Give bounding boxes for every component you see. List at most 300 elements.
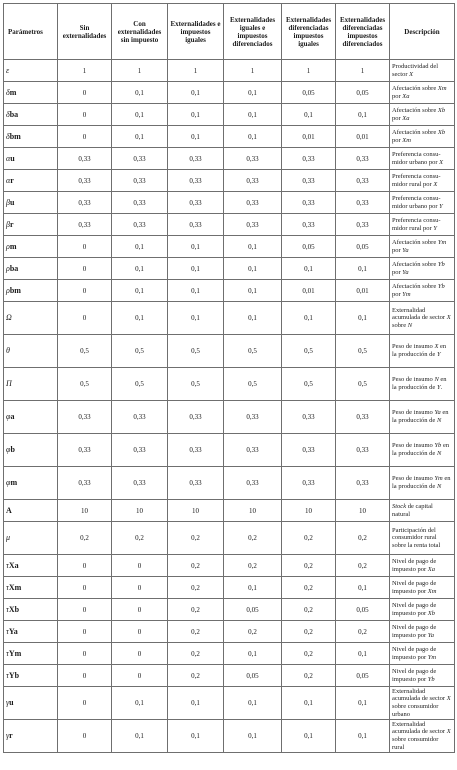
parameter-symbol [4, 555, 58, 577]
parameter-symbol [4, 467, 58, 500]
description-cell [390, 192, 455, 214]
value-cell: 0,1 [168, 258, 224, 280]
value-cell: 0,1 [168, 104, 224, 126]
value-cell: 0,33 [58, 401, 112, 434]
description-segment: N [434, 376, 439, 384]
description-cell [390, 82, 455, 104]
description-segment: Y [436, 384, 441, 391]
value-cell: 10 [282, 500, 336, 522]
value-cell: 0,33 [282, 214, 336, 236]
value-cell: 0,01 [282, 280, 336, 302]
description-segment: X [446, 314, 451, 322]
symbol-subscript: Xb [8, 604, 20, 614]
parameter-symbol [4, 599, 58, 621]
value-cell: 0 [58, 236, 112, 258]
parameter-symbol [4, 434, 58, 467]
header-externalidades-impuestos-iguales: Externalidades e impuestos iguales [168, 4, 224, 60]
description-segment: Ym [427, 653, 437, 661]
value-cell: 0,33 [168, 401, 224, 434]
description-segment: Ym [437, 238, 447, 246]
value-cell: 0,5 [58, 335, 112, 368]
symbol-greek: α [6, 175, 11, 185]
description-cell [390, 555, 455, 577]
value-cell: 0 [58, 82, 112, 104]
value-cell: 0,33 [282, 401, 336, 434]
value-cell: 0,33 [168, 192, 224, 214]
value-cell: 0,1 [168, 126, 224, 148]
value-cell: 0,1 [282, 687, 336, 720]
value-cell: 0,33 [168, 434, 224, 467]
value-cell: 0,05 [282, 236, 336, 258]
header-con-externalidades-sin-impuesto: Con externalidades sin impuesto [112, 4, 168, 60]
table-row [4, 577, 455, 599]
value-cell: 0,05 [224, 665, 282, 687]
value-cell: 0,33 [112, 467, 168, 500]
table-header-row [4, 4, 455, 60]
value-cell: 0,1 [224, 258, 282, 280]
description-segment: Nivel de pago de impuesto por [392, 557, 437, 573]
parameter-symbol [4, 214, 58, 236]
description-cell [390, 104, 455, 126]
value-cell: 0,1 [336, 643, 390, 665]
value-cell: 0,33 [58, 148, 112, 170]
value-cell: 0,1 [224, 687, 282, 720]
description-cell [390, 236, 455, 258]
parameter-symbol [4, 82, 58, 104]
value-cell: 0 [112, 599, 168, 621]
description-segment: Peso de insumo [392, 376, 435, 384]
description-segment: . [440, 384, 443, 391]
description-segment: Externalidad acumulada de sector [392, 687, 447, 703]
value-cell: 0,2 [168, 643, 224, 665]
description-segment: de capital natural [392, 502, 433, 518]
description-segment: Xm [437, 84, 447, 92]
description-cell [390, 643, 455, 665]
value-cell: 0,1 [282, 720, 336, 753]
value-cell: 0,33 [112, 214, 168, 236]
value-cell: 0,33 [336, 192, 390, 214]
description-segment: Afectación sobre [392, 84, 438, 92]
symbol-greek: τ [6, 626, 9, 636]
header-ext-diferenciadas-imp-iguales: Externalidades diferenciadas impuestos iguales [282, 4, 336, 60]
description-segment: Nivel de pago de impuesto por [392, 623, 437, 639]
symbol-greek: μ [6, 533, 11, 542]
value-cell: 0,1 [224, 643, 282, 665]
value-cell: 1 [112, 60, 168, 82]
symbol-greek: Ω [6, 313, 12, 322]
description-segment: Ya [427, 631, 435, 639]
description-cell [390, 467, 455, 500]
description-segment: Ym [434, 475, 443, 483]
value-cell: 0,1 [224, 280, 282, 302]
value-cell: 0,33 [112, 401, 168, 434]
value-cell: 0,33 [112, 192, 168, 214]
description-segment: por [392, 136, 403, 144]
symbol-subscript: Ym [8, 648, 22, 658]
value-cell: 0,05 [336, 665, 390, 687]
symbol-greek: β [6, 197, 10, 207]
description-segment: X [409, 70, 414, 78]
value-cell: 0,1 [336, 577, 390, 599]
table-row [4, 82, 455, 104]
symbol-subscript: u [9, 197, 15, 207]
value-cell: 0,2 [168, 577, 224, 599]
value-cell: 0 [112, 665, 168, 687]
parameter-symbol [4, 522, 58, 555]
description-segment: N [407, 321, 413, 329]
table-row [4, 236, 455, 258]
description-segment: Peso de insumo [392, 442, 435, 450]
value-cell: 0,1 [224, 126, 282, 148]
symbol-subscript: u [9, 698, 14, 707]
parameter-symbol [4, 148, 58, 170]
symbol-subscript: bm [9, 285, 21, 295]
value-cell: 0,1 [168, 687, 224, 720]
value-cell: 1 [224, 60, 282, 82]
value-cell: 0 [112, 643, 168, 665]
value-cell: 0 [58, 258, 112, 280]
value-cell: 0,1 [112, 302, 168, 335]
symbol-greek: δ [6, 87, 10, 97]
description-segment: Xm [427, 587, 437, 595]
value-cell: 0 [58, 126, 112, 148]
description-cell [390, 335, 455, 368]
table-row [4, 599, 455, 621]
value-cell: 0,33 [224, 401, 282, 434]
value-cell: 0,1 [336, 687, 390, 720]
description-segment: Nivel de pago de impuesto por [392, 645, 437, 661]
symbol-greek: δ [6, 131, 10, 141]
table-row [4, 401, 455, 434]
value-cell: 0,33 [282, 467, 336, 500]
header-ext-iguales-imp-diferenciados: Externalidades iguales e impuestos diferenciados [224, 4, 282, 60]
parameter-symbol [4, 302, 58, 335]
symbol-greek: ρ [6, 285, 10, 295]
value-cell: 0,2 [168, 522, 224, 555]
value-cell: 0,33 [168, 214, 224, 236]
symbol-greek: γ [6, 698, 10, 707]
description-segment: Afectación sobre [392, 282, 438, 290]
description-segment: Y [439, 202, 443, 210]
description-segment: en la producción de [392, 376, 447, 391]
description-segment: por [392, 92, 403, 100]
symbol-greek: γ [6, 731, 10, 740]
symbol-greek: ρ [6, 241, 10, 251]
table-body [4, 60, 455, 753]
description-cell [390, 522, 455, 555]
value-cell: 0,05 [336, 236, 390, 258]
description-segment: Y [436, 351, 441, 358]
value-cell: 0,1 [224, 302, 282, 335]
value-cell: 0,1 [112, 104, 168, 126]
value-cell: 10 [112, 500, 168, 522]
description-cell [390, 687, 455, 720]
value-cell: 0,33 [282, 170, 336, 192]
table-row [4, 621, 455, 643]
description-segment: Y [433, 224, 437, 232]
value-cell: 0,2 [282, 522, 336, 555]
parameter-symbol [4, 126, 58, 148]
description-cell [390, 302, 455, 335]
symbol-greek: τ [6, 648, 9, 658]
value-cell: 0,5 [336, 368, 390, 401]
value-cell: 0,2 [168, 555, 224, 577]
table-row [4, 104, 455, 126]
symbol-greek: β [6, 219, 10, 229]
value-cell: 0,5 [282, 335, 336, 368]
value-cell: 0,5 [224, 335, 282, 368]
symbol-subscript: Ya [8, 626, 18, 636]
table-row [4, 148, 455, 170]
description-segment: Nivel de pago de impuesto por [392, 667, 437, 683]
value-cell: 0,2 [282, 599, 336, 621]
description-segment: Externalidad acumulada de sector [392, 720, 447, 736]
symbol-greek: φ [6, 445, 11, 454]
symbol-subscript: ba [9, 263, 19, 273]
value-cell: 0,33 [112, 434, 168, 467]
description-segment: Afectación sobre [392, 260, 438, 268]
table-row [4, 192, 455, 214]
value-cell: 1 [58, 60, 112, 82]
description-cell [390, 258, 455, 280]
value-cell: 0,2 [168, 665, 224, 687]
description-segment: Xa [402, 92, 410, 100]
value-cell: 0,2 [224, 621, 282, 643]
description-segment: Xa [427, 565, 435, 573]
value-cell: 0,2 [282, 621, 336, 643]
value-cell: 0,1 [336, 302, 390, 335]
symbol-greek: φ [6, 478, 11, 487]
description-segment: Peso de insumo [392, 343, 435, 351]
value-cell: 0,05 [224, 599, 282, 621]
value-cell: 0 [112, 555, 168, 577]
description-segment: Yb [437, 260, 445, 268]
value-cell: 0 [58, 555, 112, 577]
description-segment: por [392, 268, 403, 276]
value-cell: 0,33 [58, 467, 112, 500]
value-cell: 0,33 [168, 170, 224, 192]
value-cell: 0,33 [224, 170, 282, 192]
value-cell: 0,1 [282, 302, 336, 335]
description-segment: X [433, 180, 438, 188]
value-cell: 0,33 [58, 214, 112, 236]
value-cell: 10 [58, 500, 112, 522]
value-cell: 0,2 [282, 555, 336, 577]
description-segment: Preferencia consu-midor urbano por [392, 150, 441, 166]
table-row [4, 500, 455, 522]
parameter-symbol [4, 500, 58, 522]
parameter-symbol [4, 577, 58, 599]
table-row [4, 258, 455, 280]
description-segment: Ym [402, 290, 411, 298]
value-cell: 0,1 [168, 720, 224, 753]
symbol-subscript: b [10, 445, 15, 454]
symbol-subscript: r [10, 175, 14, 185]
symbol-greek: τ [6, 670, 9, 680]
value-cell: 0 [58, 621, 112, 643]
description-cell [390, 148, 455, 170]
value-cell: 0,33 [336, 214, 390, 236]
value-cell: 0 [112, 577, 168, 599]
value-cell: 0,05 [282, 82, 336, 104]
value-cell: 0,1 [112, 258, 168, 280]
value-cell: 10 [224, 500, 282, 522]
description-cell [390, 280, 455, 302]
description-segment: N [436, 450, 442, 457]
description-segment: Xm [402, 136, 411, 144]
value-cell: 0 [58, 302, 112, 335]
description-segment: Productividad del sector [392, 62, 439, 78]
symbol-subscript: u [10, 153, 15, 163]
value-cell: 0,33 [58, 170, 112, 192]
value-cell: 0 [58, 720, 112, 753]
value-cell: 0,1 [112, 720, 168, 753]
parameter-symbol [4, 401, 58, 434]
symbol-subscript: m [9, 87, 17, 97]
value-cell: 0,05 [336, 599, 390, 621]
description-segment: sobre consumidor rural [392, 736, 439, 751]
value-cell: 0,2 [112, 522, 168, 555]
description-segment: en la producción de [392, 343, 447, 358]
description-segment: en la producción de [392, 409, 449, 424]
value-cell: 0,1 [224, 577, 282, 599]
value-cell: 0,33 [336, 434, 390, 467]
description-cell [390, 126, 455, 148]
parameter-symbol [4, 720, 58, 753]
value-cell: 0,33 [224, 148, 282, 170]
value-cell: 0,1 [224, 720, 282, 753]
value-cell: 0,1 [112, 687, 168, 720]
value-cell: 0,1 [282, 258, 336, 280]
description-segment: Preferencia consu-midor urbano por [392, 194, 441, 210]
value-cell: 0,33 [224, 192, 282, 214]
table-row [4, 368, 455, 401]
description-segment: Afectación sobre [392, 128, 438, 136]
table-row [4, 214, 455, 236]
value-cell: 0,1 [112, 126, 168, 148]
value-cell: 0,05 [336, 82, 390, 104]
table-row [4, 302, 455, 335]
value-cell: 0,33 [58, 434, 112, 467]
symbol-greek: α [6, 153, 11, 163]
value-cell: 0,2 [224, 522, 282, 555]
value-cell: 10 [168, 500, 224, 522]
value-cell: 0,33 [168, 467, 224, 500]
description-cell [390, 214, 455, 236]
symbol-subscript: Yb [8, 670, 20, 680]
value-cell: 0,33 [336, 401, 390, 434]
value-cell: 0,5 [112, 335, 168, 368]
symbol-subscript: bm [9, 131, 21, 141]
description-segment: Peso de insumo [392, 409, 435, 417]
value-cell: 0,33 [282, 148, 336, 170]
value-cell: 0,33 [224, 467, 282, 500]
value-cell: 0 [58, 665, 112, 687]
description-segment: Yb [427, 675, 435, 683]
description-cell [390, 577, 455, 599]
value-cell: 0,5 [58, 368, 112, 401]
value-cell: 0,5 [168, 335, 224, 368]
symbol-greek: ρ [6, 263, 10, 273]
symbol-subscript: Xa [8, 560, 19, 570]
description-segment: N [436, 483, 442, 490]
description-segment: en la producción de [392, 442, 450, 457]
symbol-greek: ε [6, 65, 10, 75]
symbol-subscript: m [9, 241, 17, 251]
value-cell: 0,33 [224, 434, 282, 467]
symbol-subscript: a [10, 412, 15, 421]
description-cell [390, 170, 455, 192]
description-segment: por [392, 290, 403, 298]
description-segment: X [439, 158, 444, 166]
parameter-symbol [4, 60, 58, 82]
description-cell [390, 401, 455, 434]
parameter-symbol [4, 687, 58, 720]
description-segment: Xb [437, 128, 446, 136]
table-row [4, 434, 455, 467]
value-cell: 0,33 [282, 192, 336, 214]
value-cell: 0,33 [336, 148, 390, 170]
value-cell: 0,1 [336, 720, 390, 753]
value-cell: 0,2 [282, 577, 336, 599]
value-cell: 0,2 [282, 665, 336, 687]
value-cell: 0,1 [224, 104, 282, 126]
symbol-greek: Π [6, 379, 12, 388]
value-cell: 0,1 [168, 236, 224, 258]
description-segment: sobre consumidor urbano [392, 703, 439, 718]
value-cell: 0,2 [282, 643, 336, 665]
value-cell: 0,2 [224, 555, 282, 577]
value-cell: 0,33 [168, 148, 224, 170]
description-segment: Peso de insumo [392, 475, 435, 483]
value-cell: 0 [58, 280, 112, 302]
value-cell: 0 [58, 104, 112, 126]
value-cell: 0,2 [336, 522, 390, 555]
table-row [4, 170, 455, 192]
description-segment: X [446, 728, 451, 736]
value-cell: 0,5 [336, 335, 390, 368]
description-segment: Nivel de pago de impuesto por [392, 601, 437, 617]
symbol-greek: τ [6, 582, 9, 592]
symbol-greek: τ [6, 560, 9, 570]
parameter-symbol [4, 368, 58, 401]
value-cell: 0,33 [282, 434, 336, 467]
parameter-symbol [4, 192, 58, 214]
description-segment: en la producción de [392, 475, 451, 490]
value-cell: 0,1 [112, 280, 168, 302]
value-cell: 0 [58, 577, 112, 599]
parameter-symbol [4, 335, 58, 368]
parameter-symbol [4, 665, 58, 687]
description-segment: Preferencia consu-midor rural por [392, 172, 441, 188]
symbol-subscript: A [6, 505, 12, 515]
description-segment: Yb [437, 282, 445, 290]
description-segment: Ya [402, 268, 409, 276]
parameter-symbol [4, 258, 58, 280]
value-cell: 0,1 [224, 236, 282, 258]
description-cell [390, 60, 455, 82]
value-cell: 0,1 [224, 82, 282, 104]
description-segment: N [436, 417, 442, 424]
description-segment: Externalidad acumulada de sector [392, 306, 447, 322]
symbol-subscript: Xm [8, 582, 22, 592]
table-row [4, 522, 455, 555]
header-parametros: Parámetros [4, 4, 58, 60]
symbol-subscript: ba [9, 109, 19, 119]
symbol-greek: φ [6, 412, 11, 421]
description-segment: X [434, 343, 439, 351]
value-cell: 0,2 [58, 522, 112, 555]
